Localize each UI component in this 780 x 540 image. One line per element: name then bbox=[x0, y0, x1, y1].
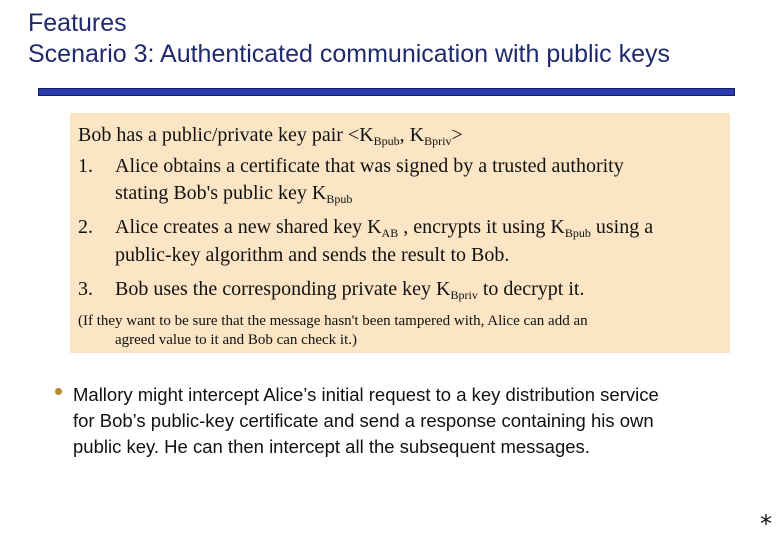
title-line-2: Scenario 3: Authenticated communication with public keys bbox=[28, 40, 671, 68]
item-2-line-1 bbox=[115, 215, 653, 239]
item-3-text-b: to decrypt it. bbox=[477, 278, 585, 300]
item-number: 3. bbox=[78, 278, 93, 300]
item-number: 1. bbox=[78, 155, 93, 177]
item-1-text: stating Bob's public key K bbox=[115, 182, 327, 204]
bullet-icon bbox=[55, 388, 62, 395]
intro-text: Bob has a public/private key pair <K bbox=[78, 124, 374, 146]
title-line-1: Features bbox=[28, 9, 127, 37]
item-1-line-1: Alice obtains a certificate that was signed by a trusted authority bbox=[115, 155, 624, 177]
note-line-1: (If they want to be sure that the message hasn't been tampered with, Alice can add an bbox=[78, 313, 588, 329]
intro-text-mid: , K bbox=[399, 124, 425, 146]
intro-line bbox=[78, 123, 463, 147]
intro-sub-bpub: Bpub bbox=[373, 134, 400, 148]
item-2-sub-ab: AB bbox=[381, 226, 399, 240]
item-1-line-2 bbox=[115, 181, 352, 205]
intro-sub-bpriv: Bpriv bbox=[424, 134, 452, 148]
item-2-text-b: , encrypts it using K bbox=[398, 216, 565, 238]
item-1-sub: Bpub bbox=[326, 192, 353, 206]
title-underline-bar bbox=[38, 88, 735, 96]
item-2-sub-bpub: Bpub bbox=[564, 226, 591, 240]
item-3-text-a: Bob uses the corresponding private key K bbox=[115, 278, 451, 300]
slide-title bbox=[28, 8, 670, 70]
bullet-paragraph bbox=[73, 382, 659, 460]
item-3-line bbox=[115, 277, 584, 301]
bullet-line-2: for Bob’s public-key certificate and send a response containing his own bbox=[73, 410, 654, 431]
item-3-sub-bpriv: Bpriv bbox=[450, 288, 478, 302]
item-2-text-a: Alice creates a new shared key K bbox=[115, 216, 382, 238]
asterisk-mark: * bbox=[760, 510, 772, 538]
item-2-text-c: using a bbox=[590, 216, 654, 238]
bullet-line-1: Mallory might intercept Alice’s initial request to a key distribution service bbox=[73, 384, 659, 405]
item-2-line-2: public-key algorithm and sends the result to Bob. bbox=[115, 244, 510, 266]
item-number: 2. bbox=[78, 216, 93, 238]
note-line-2: agreed value to it and Bob can check it.) bbox=[115, 332, 357, 348]
intro-text-end: > bbox=[451, 124, 463, 146]
bullet-line-3: public key. He can then intercept all the subsequent messages. bbox=[73, 436, 590, 457]
scenario-box bbox=[70, 113, 730, 353]
